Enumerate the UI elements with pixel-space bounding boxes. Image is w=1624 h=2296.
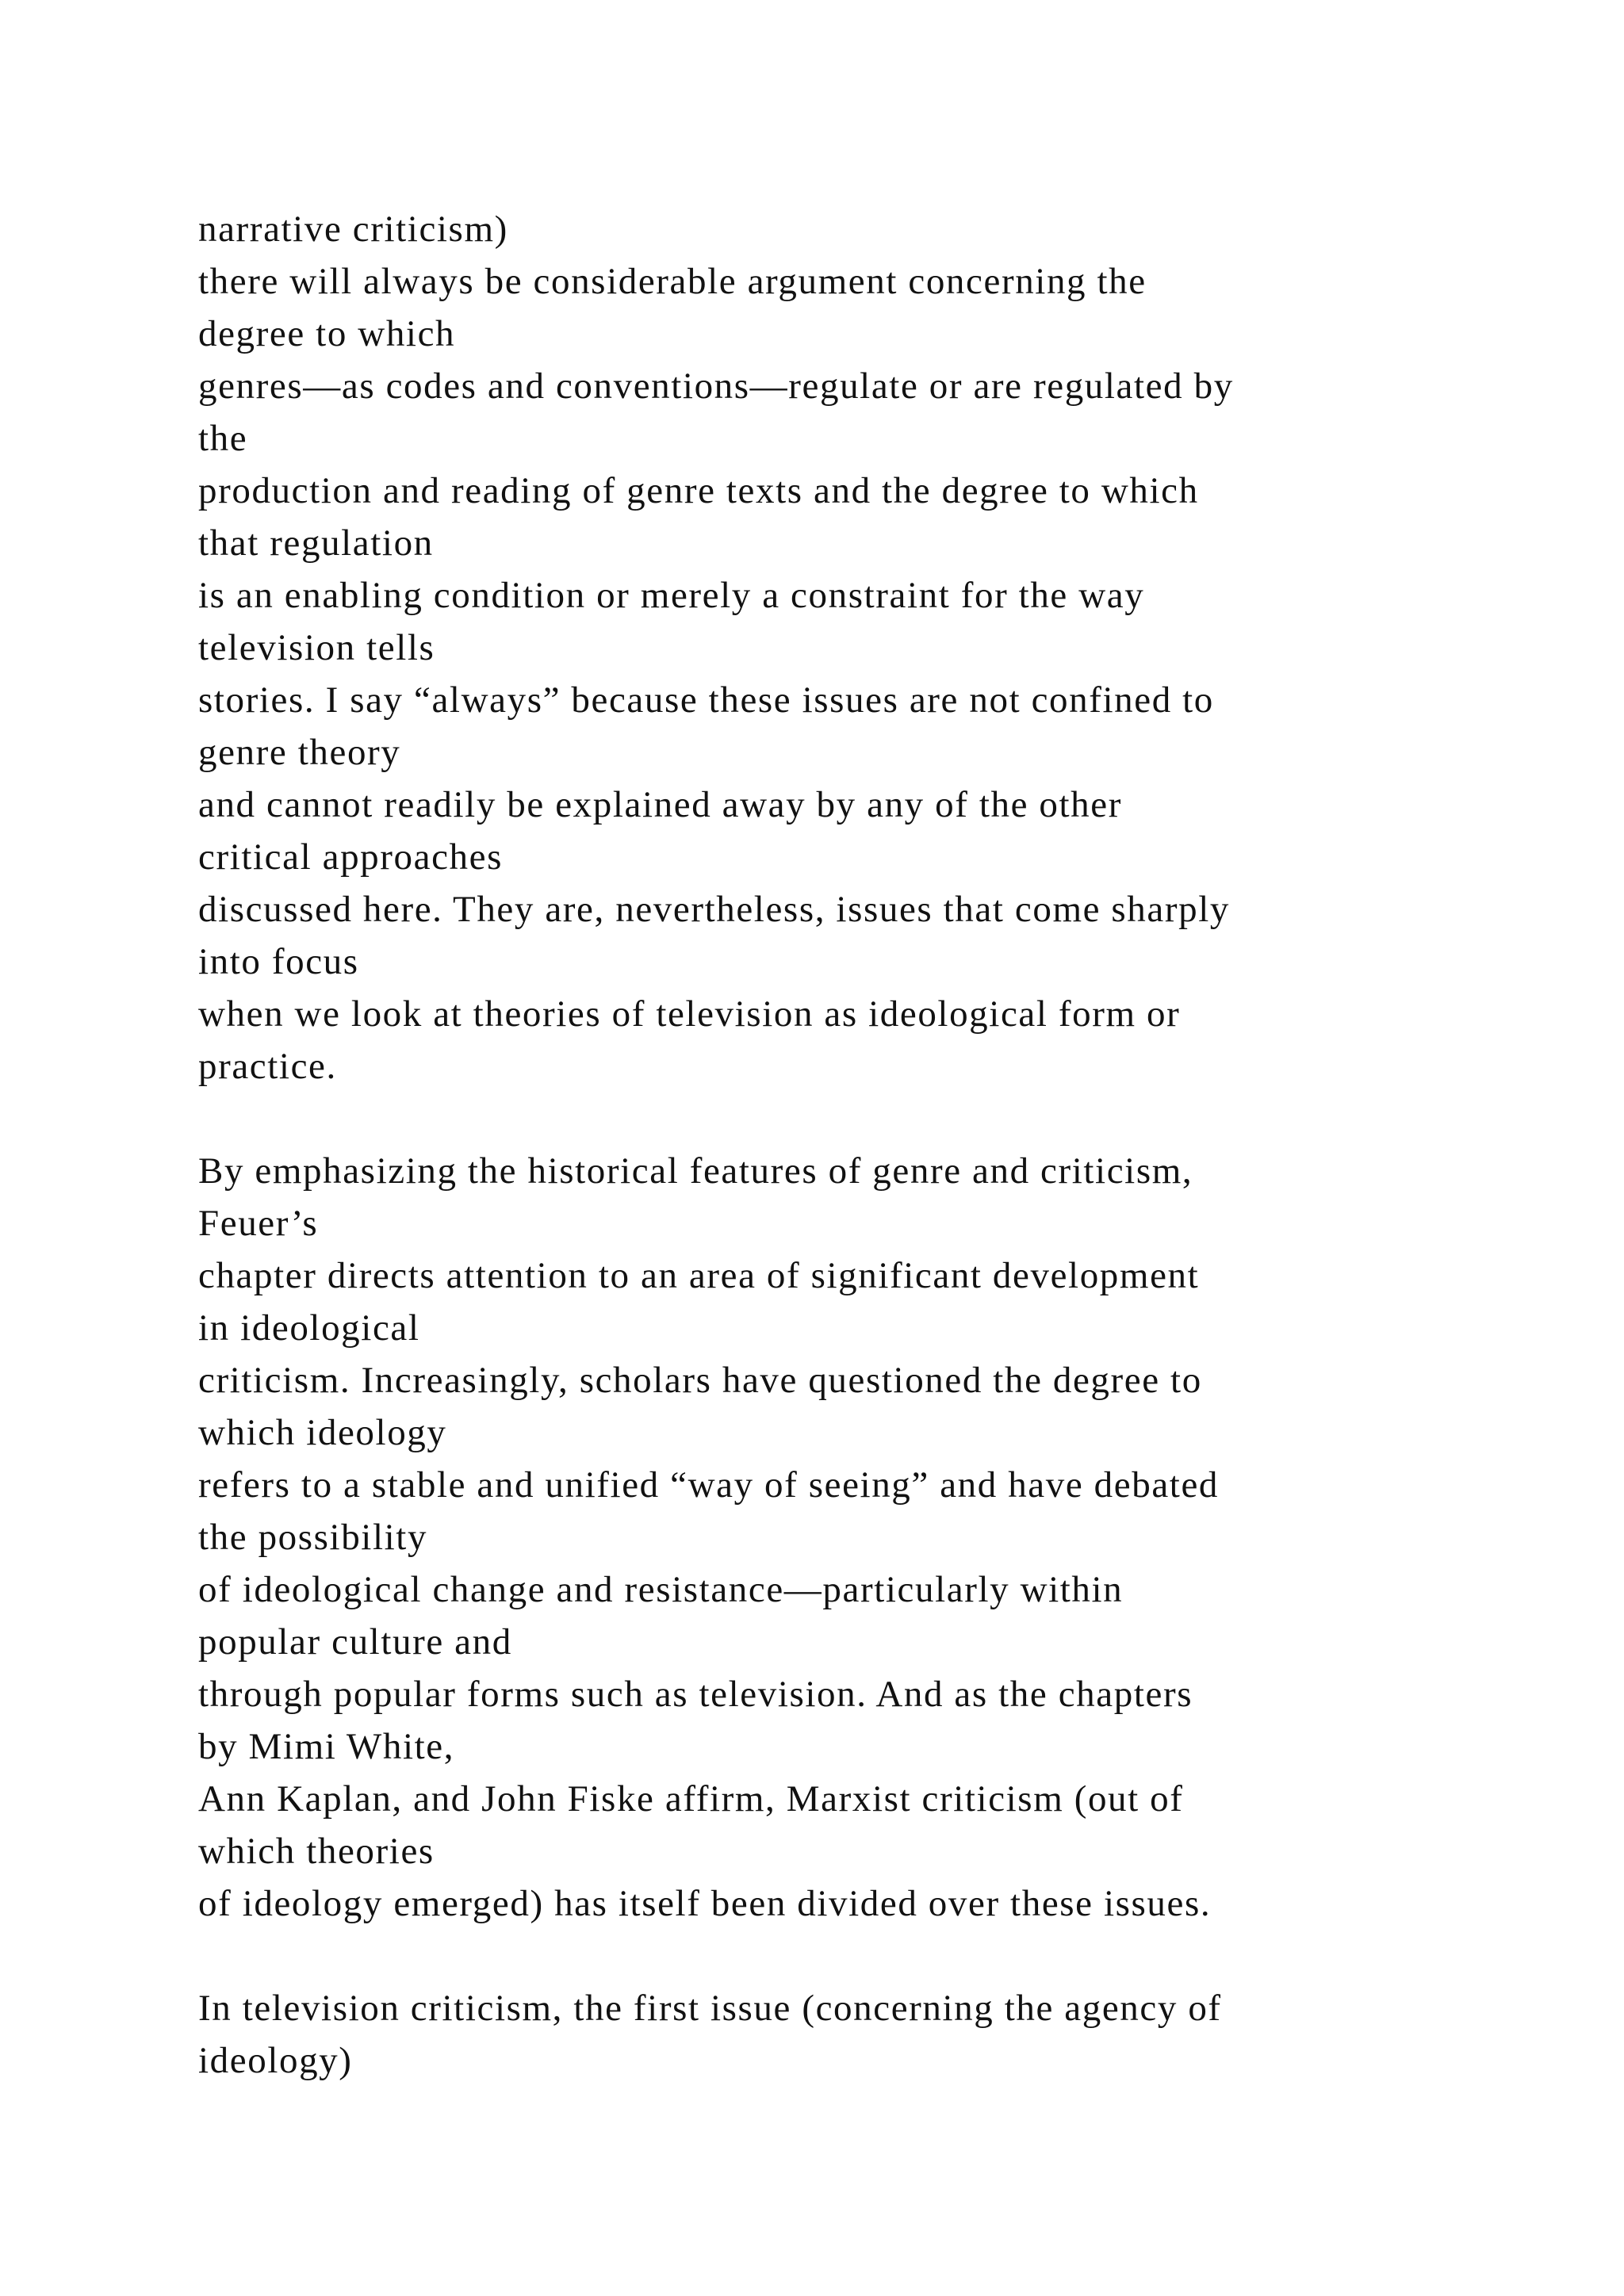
text-line: there will always be considerable argument concerning the [198, 261, 1147, 302]
text-line: critical approaches [198, 836, 504, 878]
text-line: when we look at theories of television as ideological form or [198, 993, 1181, 1035]
text-line: in ideological [198, 1307, 420, 1349]
text-line: the [198, 418, 248, 459]
text-line: is an enabling condition or merely a constraint for the way [198, 575, 1145, 616]
text-line: which theories [198, 1831, 435, 1872]
text-line: By emphasizing the historical features of genre and criticism, [198, 1150, 1193, 1192]
text-line: Feuer’s [198, 1203, 319, 1244]
text-line: popular culture and [198, 1621, 512, 1663]
text-line: that regulation [198, 522, 434, 564]
text-line: by Mimi White, [198, 1726, 455, 1767]
text-line: practice. [198, 1046, 337, 1087]
text-line: through popular forms such as television. And as the chapters [198, 1674, 1193, 1715]
text-line: of ideological change and resistance—particularly within [198, 1569, 1124, 1610]
text-line: of ideology emerged) has itself been divided over these issues. [198, 1883, 1212, 1924]
text-line: and cannot readily be explained away by any of the other [198, 784, 1122, 825]
text-line: the possibility [198, 1517, 428, 1558]
text-line: production and reading of genre texts and the degree to which [198, 470, 1199, 511]
text-line: ideology) [198, 2040, 353, 2081]
text-line: which ideology [198, 1412, 447, 1453]
paragraph-break [198, 1930, 1507, 1982]
text-line: genre theory [198, 732, 401, 773]
text-line: criticism. Increasingly, scholars have questioned the degree to [198, 1360, 1202, 1401]
text-line: television tells [198, 627, 435, 668]
text-line: refers to a stable and unified “way of seeing” and have debated [198, 1464, 1220, 1506]
text-line: narrative criticism) [198, 209, 508, 250]
text-line: Ann Kaplan, and John Fiske affirm, Marxist criticism (out of [198, 1778, 1184, 1820]
text-line: genres—as codes and conventions—regulate or are regulated by [198, 365, 1234, 407]
text-line: In television criticism, the first issue (concerning the agency of [198, 1988, 1222, 2029]
paragraph-break [198, 1093, 1507, 1145]
text-line: chapter directs attention to an area of significant development [198, 1255, 1200, 1296]
text-line: discussed here. They are, nevertheless, issues that come sharply [198, 889, 1230, 930]
text-line: into focus [198, 941, 359, 982]
text-line: degree to which [198, 313, 456, 354]
body-text [198, 203, 1507, 2087]
text-line: stories. I say “always” because these issues are not confined to [198, 679, 1214, 721]
